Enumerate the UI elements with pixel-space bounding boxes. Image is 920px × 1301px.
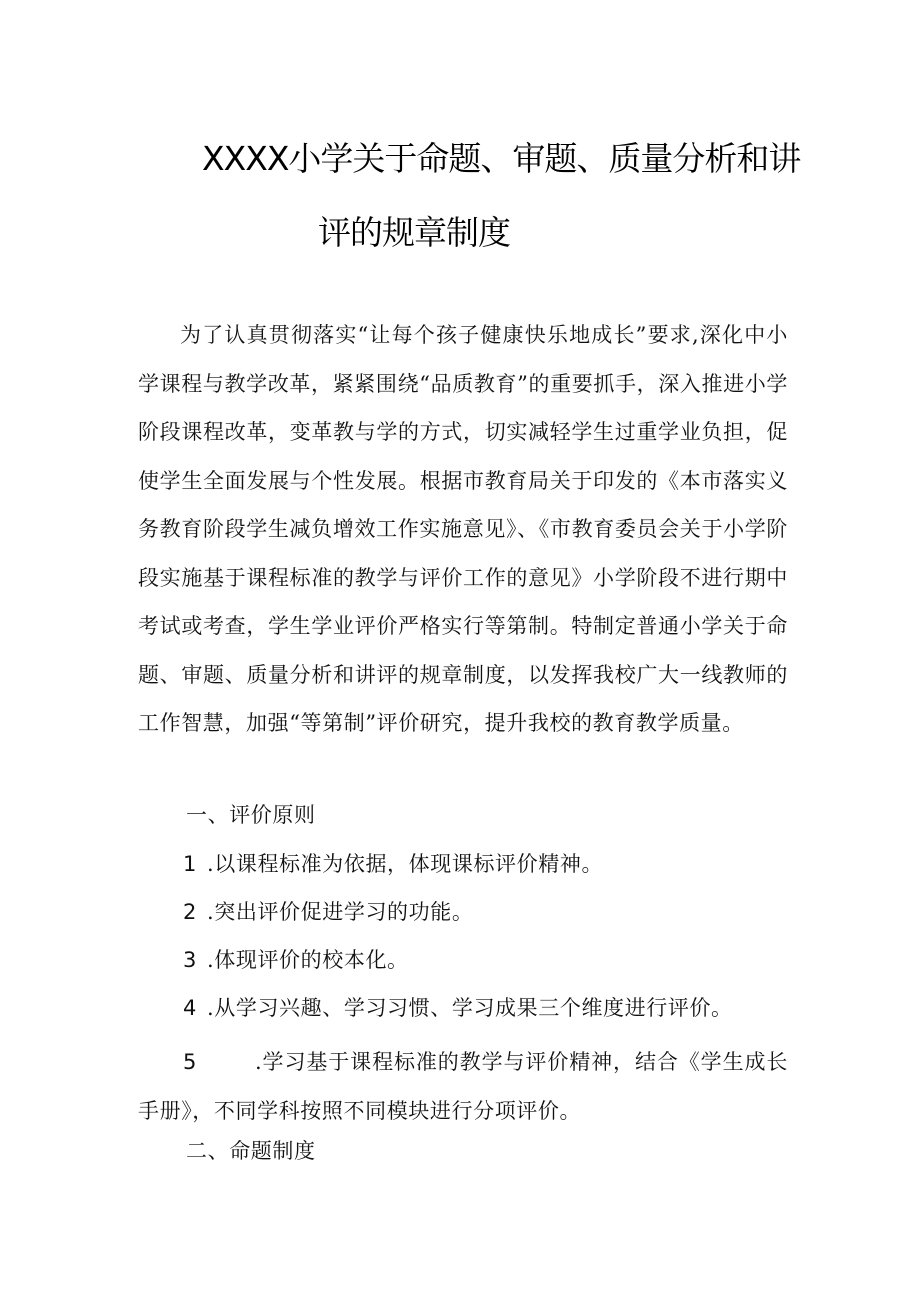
list-item-number: 2 — [183, 900, 197, 924]
list-item — [183, 848, 603, 878]
list-item-number: 4 — [183, 996, 197, 1020]
list-item — [183, 992, 733, 1022]
intro-paragraph: 为了认真贯彻落实“让每个孩子健康快乐地成长”要求,深化中小学课程与教学改革，紧紧围绕“品质教育”的重要抓手，深入推进小学阶段课程改革，变革教与学的方式，切实减轻学生过重学业负担，促使学生全面发展与个性发展。根据市教育局关于印发的《本市落实义务教育阶段学生减负增效工作实施意见》、《市教育委员会关于小学阶段实施基于课程标准的教学与评价工作的意见》小学阶段不进行期中考试或考查，学生学业评价严格实行等第制。特制定普通小学关于命题、审题、质量分析和讲评的规章制度，以发挥我校广大一线教师的工作智慧，加强“等第制”评价研究，提升我校的教育教学质量。 — [138, 323, 788, 735]
document-title-line-2: 评的规章制度 — [318, 213, 510, 252]
list-item-text: .从学习兴趣、学习习惯、学习成果三个维度进行评价。 — [206, 996, 733, 1020]
section-heading-proposition-system: 二、命题制度 — [186, 1139, 316, 1163]
section-heading-evaluation-principles: 一、评价原则 — [186, 803, 316, 827]
list-item-number: 3 — [183, 948, 197, 972]
list-item-text: .学习基于课程标准的教学与评价精神，结合《学生成长手册》，不同学科按照不同模块进行分项评价。 — [138, 1050, 788, 1123]
list-item-number: 5 — [183, 1050, 197, 1074]
list-item — [183, 896, 473, 926]
list-item-text: .以课程标准为依据，体现课标评价精神。 — [206, 852, 604, 876]
list-item — [183, 944, 409, 974]
list-item — [138, 1038, 788, 1135]
list-item-number: 1 — [183, 852, 197, 876]
document-title-line-1: XXXX小学关于命题、审题、质量分析和讲 — [202, 139, 801, 178]
list-item-text: .体现评价的校本化。 — [206, 948, 409, 972]
list-item-text: .突出评价促进学习的功能。 — [206, 900, 474, 924]
